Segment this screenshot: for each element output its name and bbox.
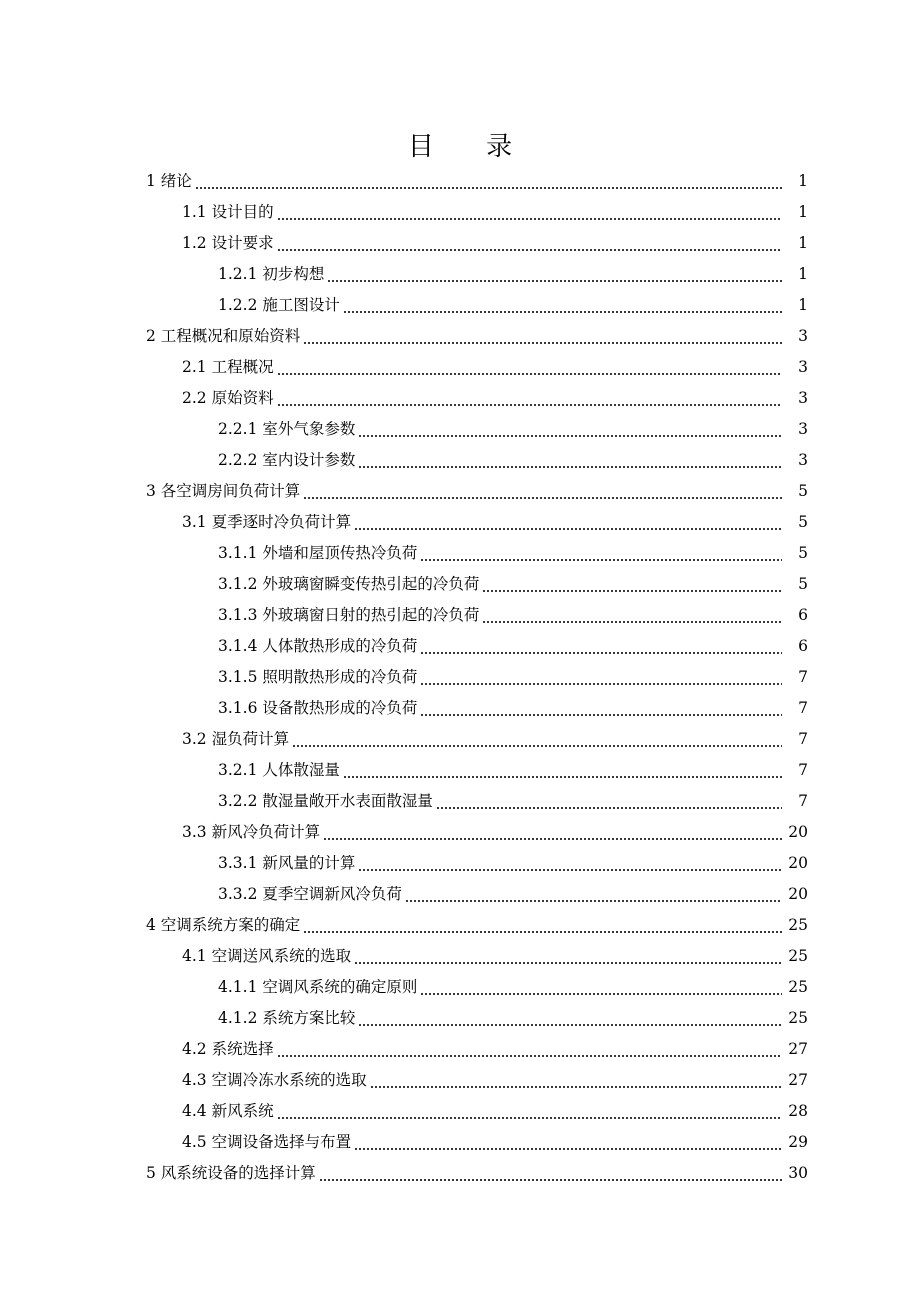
toc-title: 目 录 [407, 132, 535, 162]
toc-entry [0, 259, 920, 290]
toc-entry [0, 662, 920, 693]
toc-entry-title: 1 绪论 [146, 172, 192, 190]
toc-entry-title: 3.1.3 外玻璃窗日射的热引起的冷负荷 [218, 606, 480, 624]
dot-leader [303, 321, 782, 352]
dot-leader [482, 569, 782, 600]
dot-leader [358, 848, 782, 879]
toc-entry-page-number: 1 [798, 203, 808, 221]
toc-entry [0, 786, 920, 817]
dot-leader [354, 1127, 782, 1158]
toc-entry-page-number: 6 [798, 637, 808, 655]
toc-entry-page-number: 3 [798, 451, 808, 469]
dot-leader [195, 166, 782, 197]
toc-entry-page-number: 7 [798, 761, 808, 779]
toc-entry [0, 1034, 920, 1065]
toc-entry [0, 197, 920, 228]
toc-entry-title: 3 各空调房间负荷计算 [146, 482, 301, 500]
toc-entry [0, 879, 920, 910]
toc-entry [0, 445, 920, 476]
dot-leader [303, 476, 782, 507]
toc-entry-title: 1.2 设计要求 [182, 234, 274, 252]
toc-entry [0, 1127, 920, 1158]
toc-entry-title: 4 空调系统方案的确定 [146, 916, 301, 934]
toc-entry-page-number: 1 [798, 296, 808, 314]
toc-entry [0, 848, 920, 879]
dot-leader [420, 538, 782, 569]
toc-entry [0, 817, 920, 848]
toc-entry-page-number: 3 [798, 327, 808, 345]
toc-entry-title: 3.2 湿负荷计算 [182, 730, 290, 748]
toc-entry-page-number: 5 [798, 544, 808, 562]
toc-entry-page-number: 20 [788, 823, 808, 841]
toc-entry [0, 166, 920, 197]
toc-entry-title: 1.2.1 初步构想 [218, 265, 325, 283]
toc-entry-page-number: 5 [798, 513, 808, 531]
toc-entry [0, 941, 920, 972]
dot-leader [354, 941, 782, 972]
toc-entry-title: 5 风系统设备的选择计算 [146, 1164, 316, 1182]
toc-entry-page-number: 7 [798, 699, 808, 717]
dot-leader [420, 662, 782, 693]
toc-entry-title: 4.3 空调冷冻水系统的选取 [182, 1071, 367, 1089]
dot-leader [303, 910, 782, 941]
dot-leader [343, 290, 782, 321]
toc-entry-page-number: 3 [798, 389, 808, 407]
toc-entry-title: 4.4 新风系统 [182, 1102, 274, 1120]
toc-entry-page-number: 20 [788, 854, 808, 872]
toc-entry-title: 3.1.1 外墙和屋顶传热冷负荷 [218, 544, 418, 562]
toc-entry [0, 290, 920, 321]
toc-entry-title: 2 工程概况和原始资料 [146, 327, 301, 345]
toc-entry-page-number: 3 [798, 420, 808, 438]
dot-leader [277, 228, 782, 259]
toc-entry-title: 3.1.2 外玻璃窗瞬变传热引起的冷负荷 [218, 575, 480, 593]
dot-leader [420, 693, 782, 724]
toc-entry-page-number: 1 [798, 234, 808, 252]
dot-leader [327, 259, 782, 290]
toc-entry-page-number: 20 [788, 885, 808, 903]
toc-entry-page-number: 30 [788, 1164, 808, 1182]
toc-entry-title: 2.2.1 室外气象参数 [218, 420, 356, 438]
toc-entry [0, 569, 920, 600]
dot-leader [292, 724, 782, 755]
toc-entry [0, 1096, 920, 1127]
toc-entry [0, 352, 920, 383]
dot-leader [436, 786, 782, 817]
toc-entry-page-number: 28 [788, 1102, 808, 1120]
toc-entry-title: 3.3.1 新风量的计算 [218, 854, 356, 872]
toc-entry [0, 1003, 920, 1034]
toc-entry-title: 3.1.6 设备散热形成的冷负荷 [218, 699, 418, 717]
dot-leader [277, 383, 782, 414]
dot-leader [277, 197, 782, 228]
dot-leader [277, 1034, 782, 1065]
toc-entry-title: 3.1.4 人体散热形成的冷负荷 [218, 637, 418, 655]
toc-entry-page-number: 5 [798, 575, 808, 593]
toc-entry-title: 4.1 空调送风系统的选取 [182, 947, 352, 965]
toc-entry-page-number: 25 [788, 1009, 808, 1027]
toc-entry-page-number: 3 [798, 358, 808, 376]
dot-leader [358, 1003, 782, 1034]
dot-leader [405, 879, 782, 910]
toc-entry-title: 3.2.2 散湿量敞开水表面散湿量 [218, 792, 433, 810]
toc-entry-page-number: 25 [788, 978, 808, 996]
toc-entry-title: 4.1.1 空调风系统的确定原则 [218, 978, 418, 996]
toc-entry-title: 1.1 设计目的 [182, 203, 274, 221]
toc-entry [0, 693, 920, 724]
table-of-contents [0, 166, 920, 1189]
toc-entry-page-number: 25 [788, 916, 808, 934]
dot-leader [358, 445, 782, 476]
dot-leader [370, 1065, 782, 1096]
toc-entry-title: 3.2.1 人体散湿量 [218, 761, 340, 779]
dot-leader [323, 817, 782, 848]
toc-entry [0, 538, 920, 569]
toc-entry-title: 3.1.5 照明散热形成的冷负荷 [218, 668, 418, 686]
dot-leader [319, 1158, 782, 1189]
toc-entry [0, 414, 920, 445]
toc-entry-page-number: 7 [798, 792, 808, 810]
toc-entry [0, 724, 920, 755]
toc-entry [0, 755, 920, 786]
toc-entry-page-number: 7 [798, 668, 808, 686]
toc-entry [0, 600, 920, 631]
toc-entry-page-number: 5 [798, 482, 808, 500]
toc-entry-title: 1.2.2 施工图设计 [218, 296, 340, 314]
toc-entry-title: 2.1 工程概况 [182, 358, 274, 376]
toc-entry-title: 3.3 新风冷负荷计算 [182, 823, 321, 841]
toc-entry-title: 2.2 原始资料 [182, 389, 274, 407]
toc-entry [0, 383, 920, 414]
toc-entry [0, 1158, 920, 1189]
dot-leader [420, 972, 782, 1003]
toc-entry [0, 1065, 920, 1096]
toc-entry-page-number: 29 [788, 1133, 808, 1151]
toc-entry-page-number: 27 [788, 1040, 808, 1058]
toc-entry [0, 228, 920, 259]
toc-entry-page-number: 27 [788, 1071, 808, 1089]
toc-entry-page-number: 25 [788, 947, 808, 965]
dot-leader [358, 414, 782, 445]
toc-entry-title: 4.2 系统选择 [182, 1040, 274, 1058]
toc-entry-title: 3.3.2 夏季空调新风冷负荷 [218, 885, 402, 903]
toc-entry [0, 321, 920, 352]
dot-leader [277, 1096, 782, 1127]
dot-leader [343, 755, 782, 786]
dot-leader [420, 631, 782, 662]
dot-leader [482, 600, 782, 631]
toc-entry [0, 476, 920, 507]
toc-entry-title: 3.1 夏季逐时冷负荷计算 [182, 513, 352, 531]
toc-entry [0, 910, 920, 941]
toc-entry [0, 972, 920, 1003]
toc-entry-page-number: 1 [798, 172, 808, 190]
toc-entry-title: 4.1.2 系统方案比较 [218, 1009, 356, 1027]
dot-leader [277, 352, 782, 383]
toc-entry [0, 507, 920, 538]
toc-entry-title: 4.5 空调设备选择与布置 [182, 1133, 352, 1151]
toc-entry [0, 631, 920, 662]
dot-leader [354, 507, 782, 538]
toc-entry-title: 2.2.2 室内设计参数 [218, 451, 356, 469]
toc-entry-page-number: 1 [798, 265, 808, 283]
toc-entry-page-number: 6 [798, 606, 808, 624]
toc-entry-page-number: 7 [798, 730, 808, 748]
